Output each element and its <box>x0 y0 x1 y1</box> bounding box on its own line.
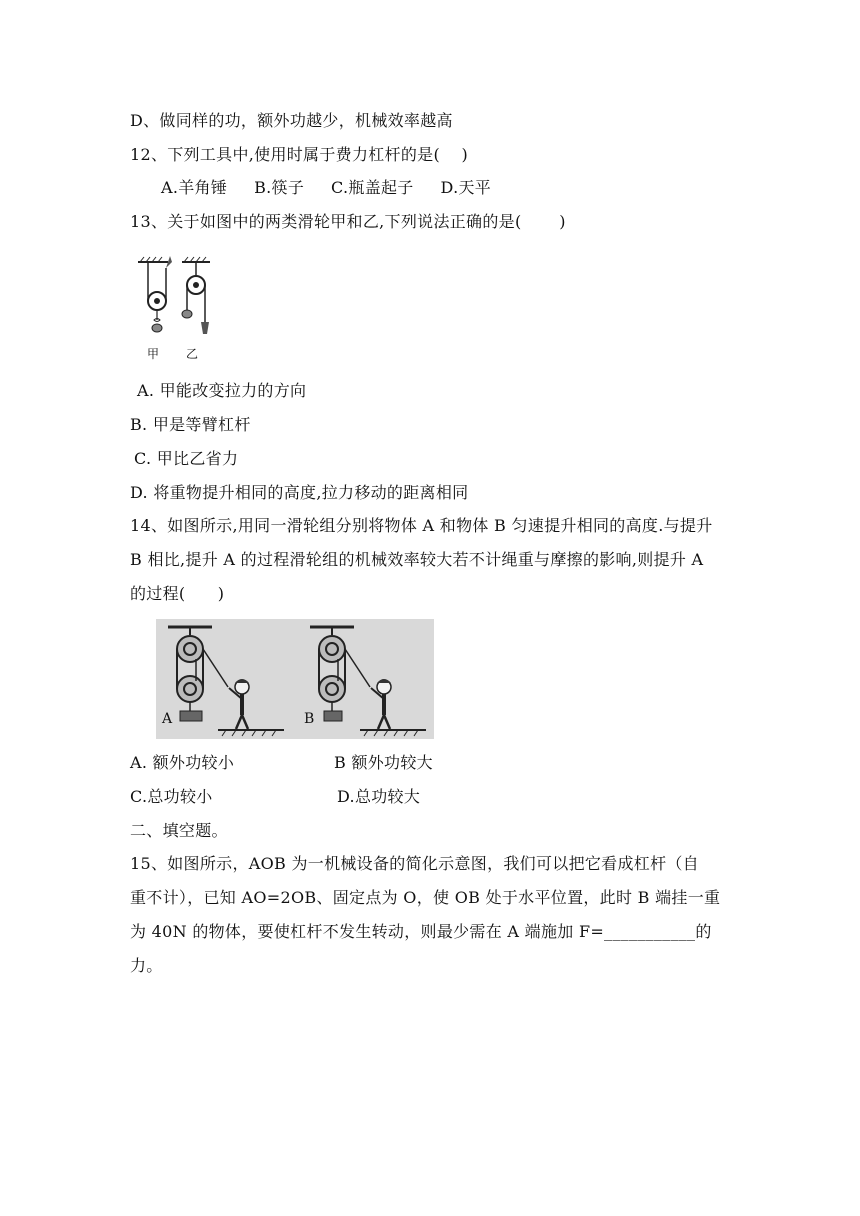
pulley-right-label: 乙 <box>186 347 199 361</box>
q13-option-b: B. 甲是等臂杠杆 <box>130 415 251 434</box>
q15-stem-line3: 为 40N 的物体，要使杠杆不发生转动，则最少需在 A 端施加 F=___________的 <box>130 922 712 941</box>
q15-stem-line4: 力。 <box>130 956 163 975</box>
q15-stem-line2: 重不计），已知 AO=2OB、固定点为 O，使 OB 处于水平位置，此时 B 端挂一重 <box>130 888 721 907</box>
q14-stem-line1: 14、如图所示,用同一滑轮组分别将物体 A 和物体 B 匀速提升相同的高度.与提升 <box>130 516 713 535</box>
q12-stem: 12、下列工具中,使用时属于费力杠杆的是( ) <box>130 145 469 164</box>
q14-stem-line3: 的过程( ) <box>130 584 225 603</box>
q13-stem: 13、关于如图中的两类滑轮甲和乙,下列说法正确的是( ) <box>130 212 566 231</box>
q13-option-d: D. 将重物提升相同的高度,拉力移动的距离相同 <box>130 483 469 502</box>
pulley-figure <box>130 248 220 364</box>
section-fill-in-title: 二、填空题。 <box>130 821 228 840</box>
q11-option-d: D、做同样的功，额外功越少，机械效率越高 <box>130 111 453 130</box>
block-a-label: A <box>162 711 173 727</box>
q14-option-a: A. 额外功较小 <box>130 753 235 772</box>
q14-stem-line2: B 相比,提升 A 的过程滑轮组的机械效率较大若不计绳重与摩擦的影响,则提升 A <box>130 550 704 569</box>
q13-option-c: C. 甲比乙省力 <box>134 449 239 468</box>
pulley-left-label: 甲 <box>147 347 160 361</box>
q13-option-a: A. 甲能改变拉力的方向 <box>137 381 307 400</box>
q15-stem-line1: 15、如图所示，AOB 为一机械设备的简化示意图，我们可以把它看成杠杆（自 <box>130 854 699 873</box>
block-b-label: B <box>304 711 315 727</box>
q14-option-d: D.总功较大 <box>337 787 421 806</box>
pulley-system-figure <box>156 619 434 739</box>
q14-option-c: C.总功较小 <box>130 787 213 806</box>
q12-options: A.羊角锤 B.筷子 C.瓶盖起子 D.天平 <box>161 178 492 197</box>
q14-option-b: B 额外功较大 <box>334 753 433 772</box>
